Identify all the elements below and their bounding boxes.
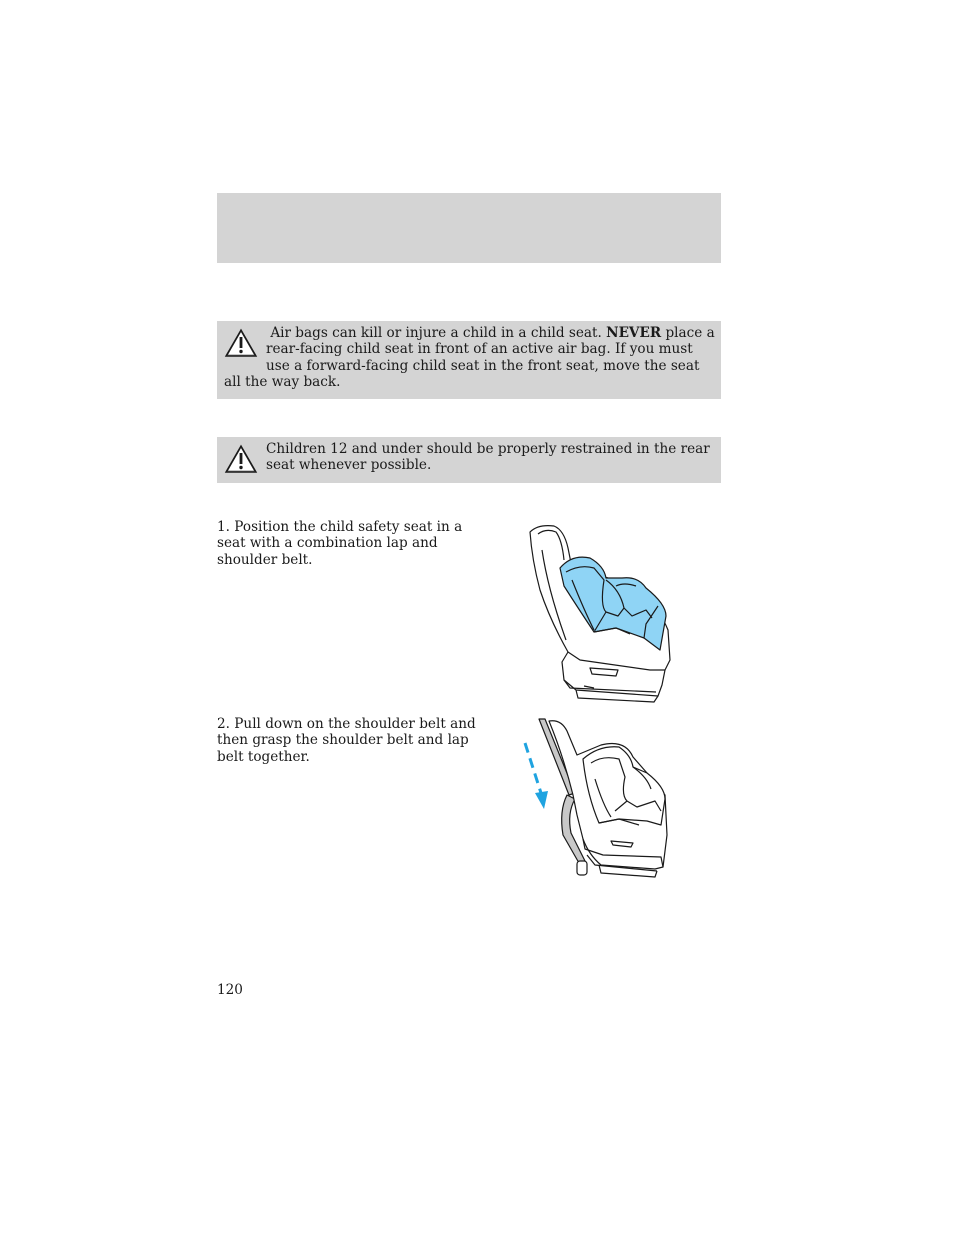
rear-seat-warning-text: Children 12 and under should be properly restrained in the rear seat whenever possible. <box>266 441 710 474</box>
warning-triangle-icon <box>224 328 258 358</box>
child-seat-in-vehicle-seat-illustration <box>520 520 675 705</box>
never-emphasis: NEVER <box>606 325 662 341</box>
airbag-warning-text: Air bags can kill or injure a child in a child seat. NEVER place a rear-facing child seat in front of an active air bag. If you must use a forward-facing child seat in the front seat, move the seat all the way back. <box>224 325 715 390</box>
rear-seat-warning-box <box>217 437 721 483</box>
shoulder-belt-pull-illustration <box>515 715 675 885</box>
page-number: 120 <box>217 982 243 998</box>
step-2-text: 2. Pull down on the shoulder belt and then grasp the shoulder belt and lap belt together. <box>217 716 476 765</box>
header-band <box>217 193 721 263</box>
step-1-text: 1. Position the child safety seat in a seat with a combination lap and shoulder belt. <box>217 519 463 568</box>
warning-triangle-icon <box>224 444 258 474</box>
airbag-warning-box <box>217 321 721 399</box>
pull-down-arrow-icon <box>525 743 548 809</box>
